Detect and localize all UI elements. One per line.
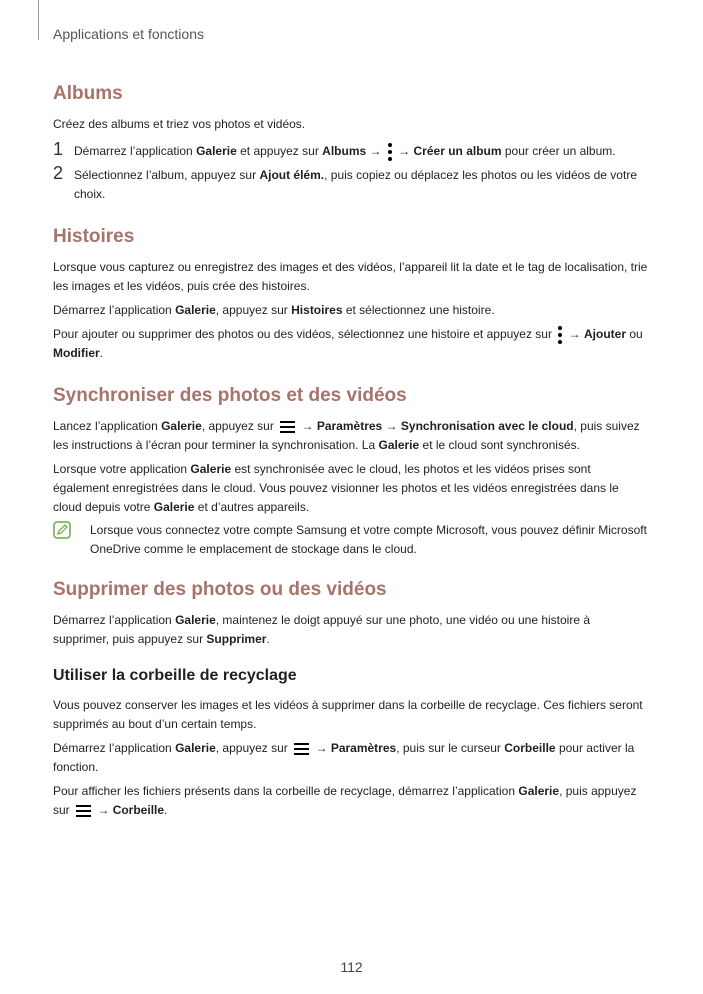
page-content bbox=[53, 83, 648, 820]
trash-paragraph: Pour afficher les fichiers présents dans la corbeille de recyclage, démarrez l’application Galerie, puis appuyez sur → Corbeille. bbox=[53, 784, 637, 817]
albums-step-2 bbox=[53, 163, 648, 204]
sync-paragraph: Lorsque votre application Galerie est synchronisée avec le cloud, les photos et les vidéos prises sont également enregistrées dans le cloud. Vous pouvez visionner les photos et les vidéos enregistrées dans le cloud depuis votre Galerie et d’autres appareils. bbox=[53, 462, 619, 514]
albums-step-1 bbox=[53, 139, 648, 161]
note-icon bbox=[53, 521, 71, 539]
histoires-paragraph: Démarrez l’application Galerie, appuyez sur Histoires et sélectionnez une histoire. bbox=[53, 303, 495, 317]
sync-heading: Synchroniser des photos et des vidéos bbox=[53, 385, 407, 406]
note-text: Lorsque vous connectez votre compte Samsung et votre compte Microsoft, vous pouvez définir Microsoft OneDrive comme le emplacement de stockage dans le cloud. bbox=[90, 523, 647, 556]
step-text: Sélectionnez l’album, appuyez sur Ajout élém., puis copiez ou déplacez les photos ou les vidéos de votre choix. bbox=[74, 168, 637, 201]
trash-paragraph: Vous pouvez conserver les images et les vidéos à supprimer dans la corbeille de recyclage. Ces fichiers seront supprimés au bout d’un certain temps. bbox=[53, 698, 643, 731]
histoires-paragraph: Lorsque vous capturez ou enregistrez des images et des vidéos, l’appareil lit la date et le tag de localisation, trie les images et les vidéos, puis crée des histoires. bbox=[53, 260, 648, 293]
menu-icon bbox=[280, 421, 295, 433]
step-text: Démarrez l’application Galerie et appuyez sur Albums → → Créer un album pour créer un album. bbox=[74, 142, 648, 161]
histoires-heading: Histoires bbox=[53, 226, 135, 247]
delete-heading: Supprimer des photos ou des vidéos bbox=[53, 579, 387, 600]
more-options-icon bbox=[557, 326, 563, 344]
albums-heading: Albums bbox=[53, 83, 123, 104]
sync-paragraph: Lancez l’application Galerie, appuyez sur → Paramètres → Synchronisation avec le cloud, puis suivez les instructions à l’écran pour terminer la synchronisation. La Galerie et le cloud sont synchronisés. bbox=[53, 419, 640, 452]
running-header: Applications et fonctions bbox=[53, 26, 204, 42]
more-options-icon bbox=[387, 143, 393, 161]
menu-icon bbox=[294, 743, 309, 755]
menu-icon bbox=[76, 805, 91, 817]
histoires-paragraph: Pour ajouter ou supprimer des photos ou des vidéos, sélectionnez une histoire et appuyez sur → Ajouter ou Modifier. bbox=[53, 327, 643, 360]
albums-intro: Créez des albums et triez vos photos et vidéos. bbox=[53, 117, 306, 131]
note-block bbox=[53, 521, 648, 559]
delete-paragraph: Démarrez l’application Galerie, maintenez le doigt appuyé sur une photo, une vidéo ou une histoire à supprimer, puis appuyez sur Supprimer. bbox=[53, 613, 591, 646]
step-number: 2 bbox=[53, 163, 64, 183]
page-number: 112 bbox=[340, 959, 363, 975]
page-margin-rule bbox=[38, 0, 39, 40]
trash-paragraph: Démarrez l’application Galerie, appuyez sur → Paramètres, puis sur le curseur Corbeille pour activer la fonction. bbox=[53, 741, 635, 774]
trash-subheading: Utiliser la corbeille de recyclage bbox=[53, 667, 297, 684]
step-number: 1 bbox=[53, 139, 64, 159]
